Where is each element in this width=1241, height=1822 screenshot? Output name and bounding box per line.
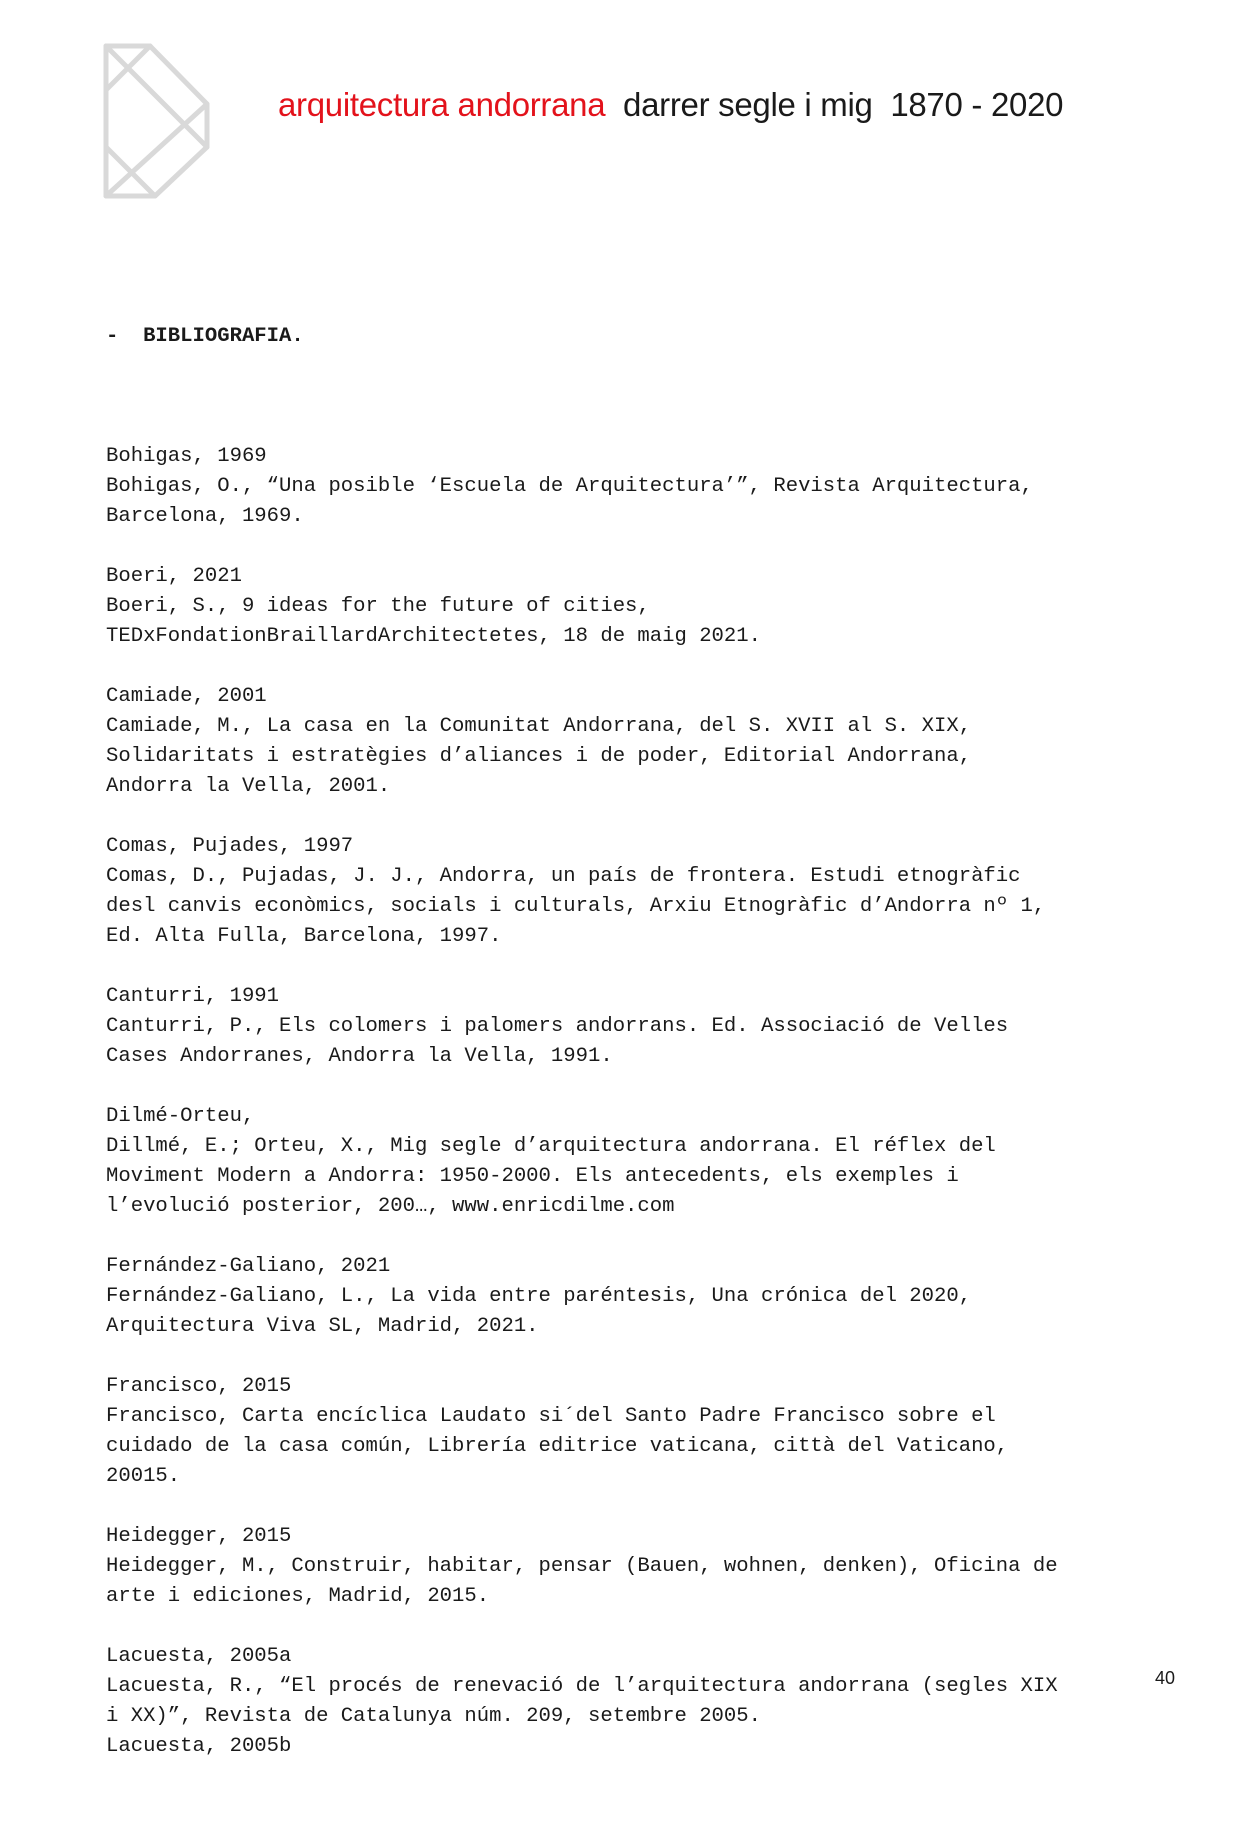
document-header-title: [278, 86, 1063, 124]
bibliography-section: [106, 262, 1186, 1822]
entry-reference-line: Andorra la Vella, 2001.: [106, 775, 391, 798]
entry-reference-line: Moviment Modern a Andorra: 1950-2000. Els antecedents, els exemples i: [106, 1165, 959, 1188]
entry-reference-line: Camiade, M., La casa en la Comunitat Andorrana, del S. XVII al S. XIX,: [106, 715, 972, 738]
entry-reference-line: i XX)”, Revista de Catalunya núm. 209, setembre 2005.: [106, 1705, 761, 1728]
entry-reference-line: Comas, D., Pujadas, J. J., Andorra, un país de frontera. Estudi etnogràfic: [106, 865, 1021, 888]
entry-reference-line: TEDxFondationBraillardArchitectetes, 18 de maig 2021.: [106, 625, 761, 648]
page-number: 40: [1154, 1668, 1175, 1688]
entry-citation-key: Boeri, 2021: [106, 565, 242, 588]
bibliography-entry: [106, 442, 1186, 532]
entry-citation-key: Fernández-Galiano, 2021: [106, 1255, 391, 1278]
header-years: 1870 - 2020: [890, 86, 1064, 123]
entry-citation-key: Camiade, 2001: [106, 685, 267, 708]
section-heading: [106, 322, 1186, 352]
section-title: BIBLIOGRAFIA.: [143, 325, 304, 348]
entry-reference-line: Cases Andorranes, Andorra la Vella, 1991.: [106, 1045, 613, 1068]
entry-reference-line: Lacuesta, R., “El procés de renevació de l’arquitectura andorrana (segles XIX: [106, 1675, 1058, 1698]
entry-reference-line: Dillmé, E.; Orteu, X., Mig segle d’arquitectura andorrana. El réflex del: [106, 1135, 996, 1158]
header-subtitle: darrer segle i mig: [623, 86, 873, 123]
entry-citation-key: Canturri, 1991: [106, 985, 280, 1008]
entry-reference-line: 20015.: [106, 1465, 181, 1488]
section-dash: -: [106, 325, 119, 348]
entry-reference-line: desl canvis econòmics, socials i culturals, Arxiu Etnogràfic d’Andorra nº 1,: [106, 895, 1046, 918]
entry-reference-line: Boeri, S., 9 ideas for the future of cities,: [106, 595, 650, 618]
entry-reference-line: Heidegger, M., Construir, habitar, pensar (Bauen, wohnen, denken), Oficina de: [106, 1555, 1058, 1578]
bibliography-entry: [106, 1642, 1186, 1762]
entry-reference-line: l’evolució posterior, 200…, www.enricdilme.com: [106, 1195, 675, 1218]
entry-reference-line: Lacuesta, 2005b: [106, 1735, 292, 1758]
entry-reference-line: Canturri, P., Els colomers i palomers andorrans. Ed. Associació de Velles: [106, 1015, 1009, 1038]
entry-citation-key: Bohigas, 1969: [106, 445, 267, 468]
entry-citation-key: Lacuesta, 2005a: [106, 1645, 292, 1668]
bibliography-list: [106, 442, 1186, 1762]
entry-citation-key: Comas, Pujades, 1997: [106, 835, 354, 858]
publication-logo-icon: [102, 42, 212, 200]
entry-reference-line: Solidaritats i estratègies d’aliances i de poder, Editorial Andorrana,: [106, 745, 972, 768]
bibliography-entry: [106, 1522, 1186, 1612]
bibliography-entry: [106, 562, 1186, 652]
bibliography-entry: [106, 682, 1186, 802]
entry-reference-line: Francisco, Carta encíclica Laudato si´del Santo Padre Francisco sobre el: [106, 1405, 996, 1428]
header-brand: arquitectura andorrana: [278, 86, 606, 123]
entry-reference-line: Barcelona, 1969.: [106, 505, 304, 528]
bibliography-entry: [106, 832, 1186, 952]
entry-reference-line: Fernández-Galiano, L., La vida entre paréntesis, Una crónica del 2020,: [106, 1285, 972, 1308]
entry-reference-line: Bohigas, O., “Una posible ‘Escuela de Arquitectura’”, Revista Arquitectura,: [106, 475, 1033, 498]
bibliography-entry: [106, 1252, 1186, 1342]
bibliography-entry: [106, 1372, 1186, 1492]
entry-reference-line: cuidado de la casa común, Librería editrice vaticana, città del Vaticano,: [106, 1435, 1009, 1458]
entry-citation-key: Francisco, 2015: [106, 1375, 292, 1398]
entry-reference-line: arte i ediciones, Madrid, 2015.: [106, 1585, 490, 1608]
entry-citation-key: Dilmé-Orteu,: [106, 1105, 255, 1128]
entry-citation-key: Heidegger, 2015: [106, 1525, 292, 1548]
bibliography-entry: [106, 1102, 1186, 1222]
entry-reference-line: Arquitectura Viva SL, Madrid, 2021.: [106, 1315, 539, 1338]
entry-reference-line: Ed. Alta Fulla, Barcelona, 1997.: [106, 925, 502, 948]
bibliography-entry: [106, 982, 1186, 1072]
